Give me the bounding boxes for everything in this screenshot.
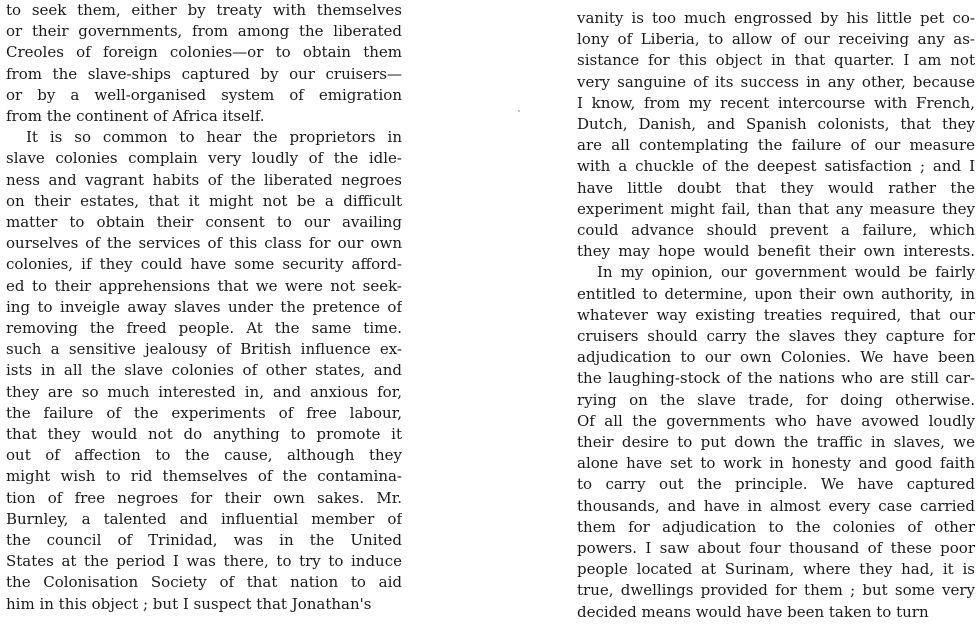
text-line: might wish to rid themselves of the contamina-: [6, 467, 402, 486]
text-line: sistance for this object in that quarter. I am not: [577, 51, 975, 70]
text-line: removing the freed people. At the same time.: [6, 319, 402, 337]
text-line: rying on the slave trade, for doing otherwise.: [577, 390, 975, 409]
text-line: out of affection to the cause, although they: [6, 446, 402, 465]
text-line: Of all the governments who have avowed loudly: [577, 411, 975, 430]
text-line: on their estates, that it might not be a difficult: [6, 191, 402, 210]
text-line: the council of Trinidad, was in the United: [6, 531, 402, 549]
text-line: such a sensitive jealousy of British influence ex-: [6, 340, 402, 359]
text-line: him in this object ; but I suspect that Jonathan's: [6, 594, 372, 613]
text-line: from the slave-ships captured by our cruisers—: [6, 64, 402, 83]
text-line: lony of Liberia, to allow of our receiving any as-: [577, 30, 975, 49]
text-line: have little doubt that they would rather the: [577, 178, 975, 197]
text-line: people located at Surinam, where they had, it is: [577, 560, 975, 579]
text-line: that they would not do anything to promote it: [6, 425, 402, 443]
text-line: In my opinion, our government would be fairly: [597, 263, 975, 282]
text-line: thousands, and have in almost every case carried: [577, 496, 975, 515]
right-page: [577, 0, 975, 624]
text-line: ness and vagrant habits of the liberated negroes: [6, 170, 402, 189]
text-line: Creoles of foreign colonies—or to obtain them: [6, 43, 402, 62]
text-line: their desire to put down the traffic in slaves, we: [577, 433, 975, 451]
text-line: or their governments, from among the liberated: [6, 22, 402, 41]
text-line: ists in all the slave colonies of other states, and: [6, 361, 402, 380]
text-line: the failure of the experiments of free labour,: [6, 403, 402, 422]
text-line: Burnley, a talented and influential member of: [6, 509, 402, 528]
text-line: States at the period I was there, to try to induce: [6, 552, 402, 571]
left-page: [6, 0, 402, 624]
text-line: them for adjudication to the colonies of other: [577, 517, 975, 536]
text-line: with a chuckle of the deepest satisfaction ; and I: [577, 157, 975, 176]
text-line: ed to their apprehensions that we were not seek-: [6, 276, 402, 295]
text-line: the Colonisation Society of that nation to aid: [6, 573, 402, 592]
text-line: ing to inveigle away slaves under the pretence of: [6, 297, 402, 316]
text-line: colonies, if they could have some security afford-: [6, 255, 402, 274]
text-line: entitled to determine, upon their own authority, in: [577, 284, 975, 303]
text-line: true, dwellings provided for them ; but some very: [577, 581, 975, 600]
text-line: powers. I saw about four thousand of these poor: [577, 539, 975, 557]
text-line: whatever way existing treaties required, that our: [577, 305, 975, 324]
text-line: ourselves of the services of this class for our own: [6, 234, 402, 253]
text-line: tion of free negroes for their own sakes. Mr.: [6, 488, 402, 507]
text-line: vanity is too much engrossed by his little pet co-: [577, 9, 975, 27]
gutter-speck: [518, 110, 520, 112]
text-line: or by a well-organised system of emigration: [6, 85, 402, 104]
text-line: from the continent of Africa itself.: [6, 107, 265, 125]
text-line: cruisers should carry the slaves they capture for: [577, 327, 975, 345]
text-line: experiment might fail, than that any measure they: [577, 199, 975, 218]
text-line: It is so common to hear the proprietors in: [26, 128, 402, 147]
text-line: very sanguine of its success in any other, because: [577, 72, 975, 91]
text-line: they may hope would benefit their own interests.: [577, 242, 975, 261]
text-line: decided means would have been taken to turn: [577, 602, 929, 621]
text-line: they are so much interested in, and anxious for,: [6, 382, 402, 401]
text-line: alone have set to work in honesty and good faith: [577, 454, 975, 473]
text-line: Dutch, Danish, and Spanish colonists, that they: [577, 115, 975, 133]
text-line: I know, from my recent intercourse with French,: [577, 93, 975, 112]
text-line: could advance should prevent a failure, which: [577, 221, 975, 239]
text-line: matter to obtain their consent to our availing: [6, 213, 402, 231]
text-line: to seek them, either by treaty with themselves: [6, 1, 402, 19]
text-line: adjudication to our own Colonies. We have been: [577, 348, 975, 367]
text-line: the laughing-stock of the nations who are still car-: [577, 369, 975, 388]
text-line: slave colonies complain very loudly of the idle-: [6, 149, 402, 168]
text-line: to carry out the principle. We have captured: [577, 475, 975, 494]
text-line: are all contemplating the failure of our measure: [577, 136, 975, 155]
